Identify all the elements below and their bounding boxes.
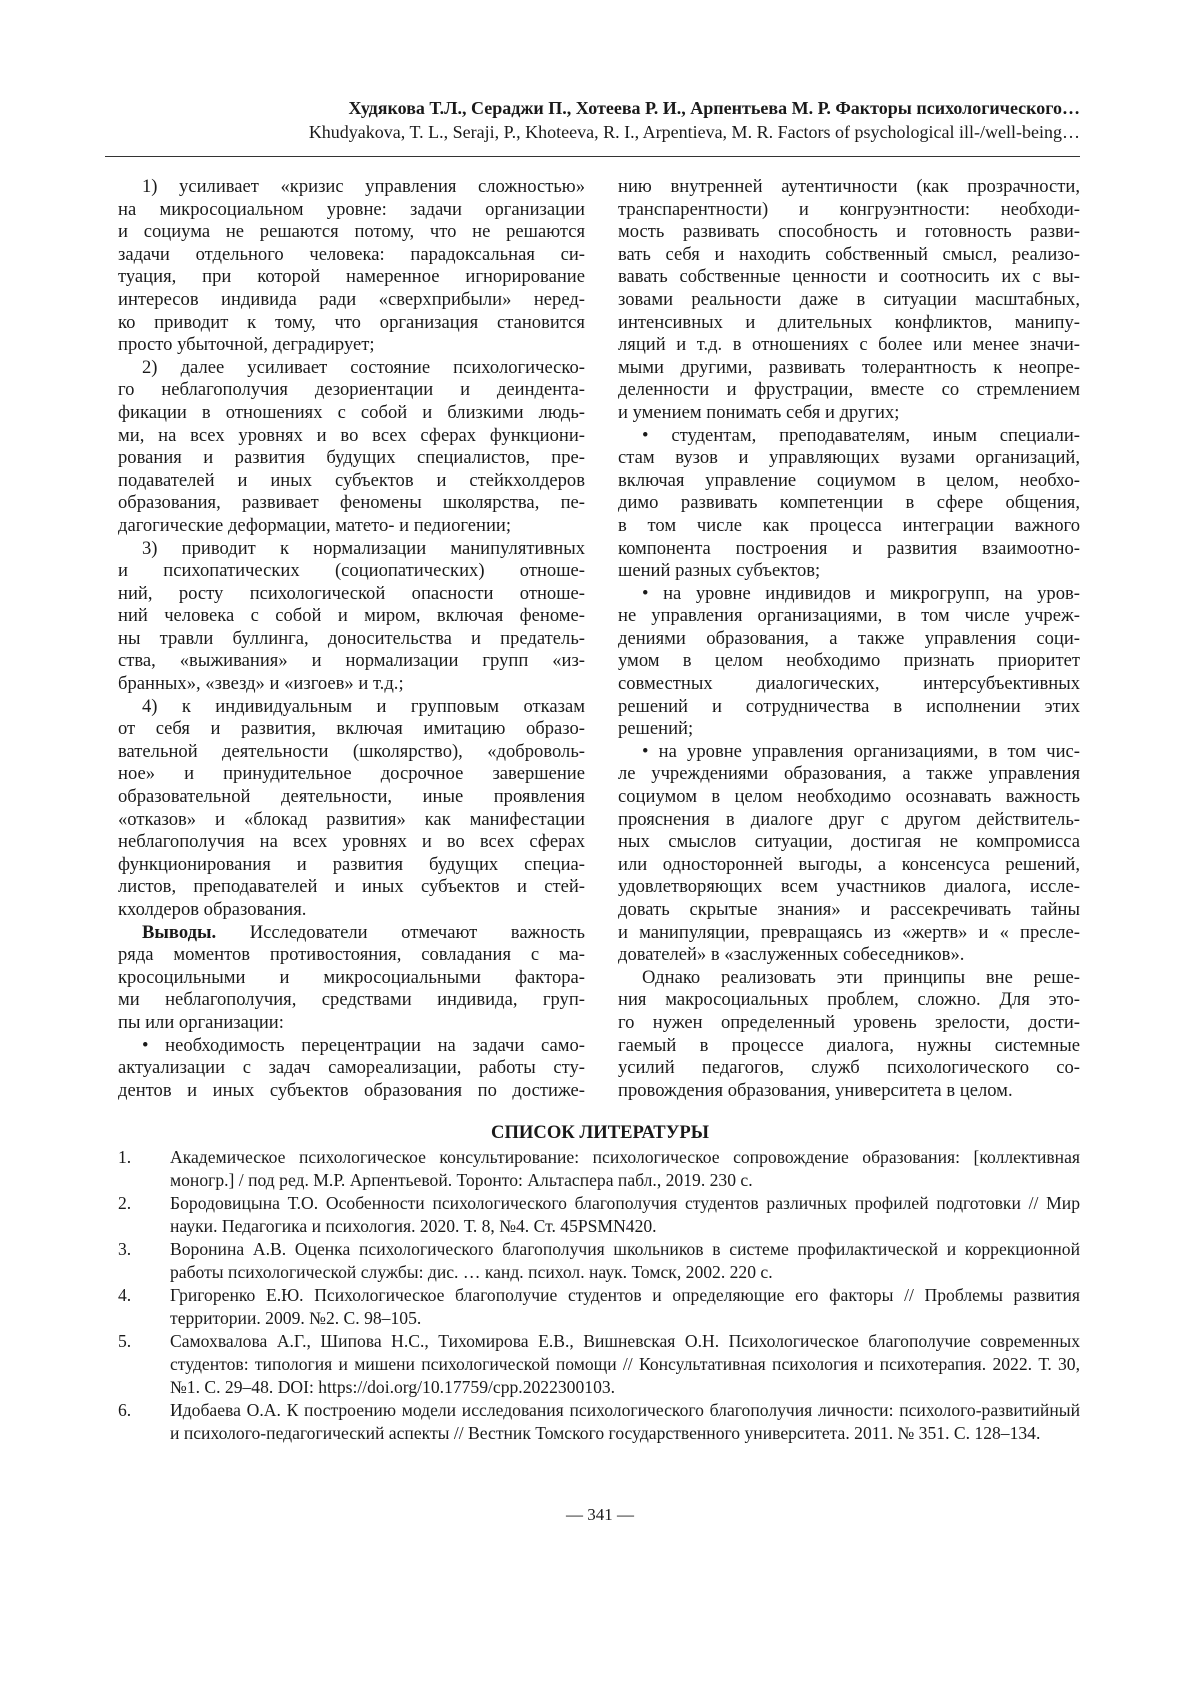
reference-text: Академическое психологическое консультирование: психологическое сопровождение образования: [коллективная моногр.] / под ред. М.Р. Арпентьевой. Торонто: Альтаспера пабл., 2019. 230 с. — [170, 1146, 1080, 1192]
text-line: и социума не решаются потому, что не решаются — [118, 221, 585, 244]
text-line: и манипуляции, превращаясь из «жертв» и « пресле- — [618, 922, 1080, 945]
paragraph — [118, 922, 585, 1035]
text-line: удовлетворяющих всем участников диалога, иссле- — [618, 876, 1080, 899]
text-line: го нужен определенный уровень зрелости, дости- — [618, 1012, 1080, 1035]
text-line: и психопатических (социопатических) отноше- — [118, 560, 585, 583]
right-column — [618, 176, 1080, 1102]
running-header-ru: Худякова Т.Л., Сераджи П., Хотеева Р. И., Арпентьева М. Р. Факторы психологического… — [309, 96, 1080, 120]
running-header — [309, 96, 1080, 144]
text-line: деленности и фрустрации, вместе со стремлением — [618, 379, 1080, 402]
text-line: ное» и принудительное досрочное завершение — [118, 763, 585, 786]
reference-number: 2. — [118, 1192, 170, 1238]
text-line: умом в целом необходимо признать приоритет — [618, 650, 1080, 673]
text-line: • необходимость перецентрации на задачи само- — [118, 1035, 585, 1058]
text-line: кхолдеров образования. — [118, 899, 585, 922]
text-line: 1) усиливает «кризис управления сложностью» — [118, 176, 585, 199]
paragraph — [618, 741, 1080, 967]
reference-text: Идобаева О.А. К построению модели исследования психологического благополучия личности: психолого-развитийный и психолого-педагогический аспекты // Вестник Томского государственного университета. 2011. № 351. С. 128–134. — [170, 1399, 1080, 1445]
header-divider — [105, 156, 1080, 157]
text-line: го неблагополучия дезориентации и деиндента- — [118, 379, 585, 402]
reference-text: Самохвалова А.Г., Шипова Н.С., Тихомирова Е.В., Вишневская О.Н. Психологическое благополучие современных студентов: типология и мишени психологической помощи // Консультативная психология и психотерапия. 2022. Т. 30, №1. С. 29–48. DOI: https://doi.org/10.17759/cpp.2022300103. — [170, 1330, 1080, 1399]
text-line: ния макросоциальных проблем, сложно. Для это- — [618, 989, 1080, 1012]
text-line: дениями образования, а также управления соци- — [618, 628, 1080, 651]
text-line: усилий педагогов, служб психологического со- — [618, 1057, 1080, 1080]
text-line: образовательной деятельности, иные проявления — [118, 786, 585, 809]
text-line: ряда моментов противостояния, совладания с ма- — [118, 944, 585, 967]
text-line: ний, росту психологической опасности отноше- — [118, 583, 585, 606]
paragraph — [618, 176, 1080, 425]
paragraph — [618, 425, 1080, 583]
running-header-en: Khudyakova, T. L., Seraji, P., Khoteeva, R. I., Arpentieva, M. R. Factors of psychological ill-/well-being… — [309, 120, 1080, 144]
text-line: ле учреждениями образования, а также управления — [618, 763, 1080, 786]
text-line: дагогические деформации, матето- и педиогении; — [118, 515, 585, 538]
paragraph — [618, 967, 1080, 1103]
text-line: шений разных субъектов; — [618, 560, 1080, 583]
reference-number: 1. — [118, 1146, 170, 1192]
text-line: довать скрытые знания» и рассекречивать тайны — [618, 899, 1080, 922]
text-line: гаемый в процессе диалога, нужны системные — [618, 1035, 1080, 1058]
text-line: актуализации с задач самореализации, работы сту- — [118, 1057, 585, 1080]
text-line: 3) приводит к нормализации манипулятивных — [118, 538, 585, 561]
text-line: и умением понимать себя и других; — [618, 402, 1080, 425]
text-line: кросоцильными и микросоциальными фактора- — [118, 967, 585, 990]
reference-item — [118, 1399, 1080, 1445]
text-line: 4) к индивидуальным и групповым отказам — [118, 696, 585, 719]
text-line: ны травли буллинга, доносительства и предатель- — [118, 628, 585, 651]
reference-item — [118, 1238, 1080, 1284]
text-line: мыми другими, развивать толерантность к неопре- — [618, 357, 1080, 380]
text-line: функционирования и развития будущих специа- — [118, 854, 585, 877]
paragraph — [118, 696, 585, 922]
text-line: на микросоциальном уровне: задачи организации — [118, 199, 585, 222]
text-line: дентов и иных субъектов образования по достиже- — [118, 1080, 585, 1103]
text-line: не управления организациями, в том числе учреж- — [618, 605, 1080, 628]
text-line: рования и развития будущих специалистов, пре- — [118, 447, 585, 470]
text-line: бранных», «звезд» и «изгоев» и т.д.; — [118, 673, 585, 696]
text-line: ства, «выживания» и нормализации групп «из- — [118, 650, 585, 673]
text-line: • студентам, преподавателям, иным специали- — [618, 425, 1080, 448]
text-line — [118, 922, 585, 945]
paragraph — [118, 176, 585, 357]
left-column — [118, 176, 585, 1102]
reference-number: 5. — [118, 1330, 170, 1399]
text-line: неблагополучия на всех уровнях и во всех сферах — [118, 831, 585, 854]
text-line: димо развивать компетенции в сфере общения, — [618, 492, 1080, 515]
text-line: туация, при которой намеренное игнорирование — [118, 266, 585, 289]
text-line: просто убыточной, деградирует; — [118, 334, 585, 357]
reference-item — [118, 1330, 1080, 1399]
reference-number: 3. — [118, 1238, 170, 1284]
paragraph — [618, 583, 1080, 741]
text-line: ми неблагополучия, средствами индивида, груп- — [118, 989, 585, 1012]
bold-lead: Выводы. — [142, 922, 216, 943]
text-line: • на уровне индивидов и микрогрупп, на уров- — [618, 583, 1080, 606]
text-line: включая управление социумом в целом, необхо- — [618, 470, 1080, 493]
text-line: ко приводит к тому, что организация становится — [118, 312, 585, 335]
text-line: решений и сотрудничества в исполнении этих — [618, 696, 1080, 719]
text-line: социумом в целом необходимо осознавать важность — [618, 786, 1080, 809]
text-line: вавать собственные ценности и соотносить их с вы- — [618, 266, 1080, 289]
text-line: от себя и развития, включая имитацию образо- — [118, 718, 585, 741]
text-line: вать себя и находить собственный смысл, реализо- — [618, 244, 1080, 267]
paragraph — [118, 1035, 585, 1103]
text-line: прояснения в диалоге друг с другом действитель- — [618, 809, 1080, 832]
reference-item — [118, 1284, 1080, 1330]
text-line: провождения образования, университета в целом. — [618, 1080, 1080, 1103]
text-line: подавателей и иных субъектов и стейкхолдеров — [118, 470, 585, 493]
text-line: в том числе как процесса интеграции важного — [618, 515, 1080, 538]
text-line: мость развивать способность и готовность разви- — [618, 221, 1080, 244]
page-number: — 341 — — [0, 1505, 1200, 1525]
text-line: вательной деятельности (школярство), «доброволь- — [118, 741, 585, 764]
text-line: ми, на всех уровнях и во всех сферах функциони- — [118, 425, 585, 448]
reference-item — [118, 1192, 1080, 1238]
text-line: Однако реализовать эти принципы вне реше- — [618, 967, 1080, 990]
text-line: ний человека с собой и миром, включая феноме- — [118, 605, 585, 628]
paragraph — [118, 357, 585, 538]
text-line: транспарентности) и конгруэнтности: необходи- — [618, 199, 1080, 222]
references-title: СПИСОК ЛИТЕРАТУРЫ — [0, 1122, 1200, 1144]
text-line: фикации в отношениях с собой и близкими людь- — [118, 402, 585, 425]
text-line: решений; — [618, 718, 1080, 741]
reference-text: Воронина А.В. Оценка психологического благополучия школьников в системе профилактической и коррекционной работы психологической службы: дис. … канд. психол. наук. Томск, 2002. 220 с. — [170, 1238, 1080, 1284]
text-line: интересов индивида ради «сверхприбыли» неред- — [118, 289, 585, 312]
text-line: или односторонней выгоды, а консенсуса решений, — [618, 854, 1080, 877]
reference-item — [118, 1146, 1080, 1192]
text-line: дователей» в «заслуженных собеседников». — [618, 944, 1080, 967]
reference-text: Григоренко Е.Ю. Психологическое благополучие студентов и определяющие его факторы // Проблемы развития территории. 2009. №2. С. 98–105. — [170, 1284, 1080, 1330]
text-line: ных смыслов ситуации, достигая не компромисса — [618, 831, 1080, 854]
text-line: задачи отдельного человека: парадоксальная си- — [118, 244, 585, 267]
text-line: стам вузов и управляющих вузами организаций, — [618, 447, 1080, 470]
reference-text: Бородовицына Т.О. Особенности психологического благополучия студентов различных профилей подготовки // Мир науки. Педагогика и психология. 2020. Т. 8, №4. Ст. 45PSMN420. — [170, 1192, 1080, 1238]
text-line: зовами реальности даже в ситуации масштабных, — [618, 289, 1080, 312]
text-line: образования, развивает феномены школярства, пе- — [118, 492, 585, 515]
paragraph — [118, 538, 585, 696]
text-line: пы или организации: — [118, 1012, 585, 1035]
text-line: ляций и т.д. в отношениях с более или менее значи- — [618, 334, 1080, 357]
text-line: компонента построения и развития взаимоотно- — [618, 538, 1080, 561]
reference-number: 4. — [118, 1284, 170, 1330]
text-line: листов, преподавателей и иных субъектов и стей- — [118, 876, 585, 899]
text-line: совместных диалогических, интерсубъективных — [618, 673, 1080, 696]
text-line: 2) далее усиливает состояние психологическо- — [118, 357, 585, 380]
text-line-rest: Исследователи отмечают важность — [216, 922, 585, 943]
text-line: «отказов» и «блокад развития» как манифестации — [118, 809, 585, 832]
text-line: • на уровне управления организациями, в том чис- — [618, 741, 1080, 764]
references-list — [118, 1146, 1080, 1445]
text-line: нию внутренней аутентичности (как прозрачности, — [618, 176, 1080, 199]
text-line: интенсивных и длительных конфликтов, манипу- — [618, 312, 1080, 335]
reference-number: 6. — [118, 1399, 170, 1445]
